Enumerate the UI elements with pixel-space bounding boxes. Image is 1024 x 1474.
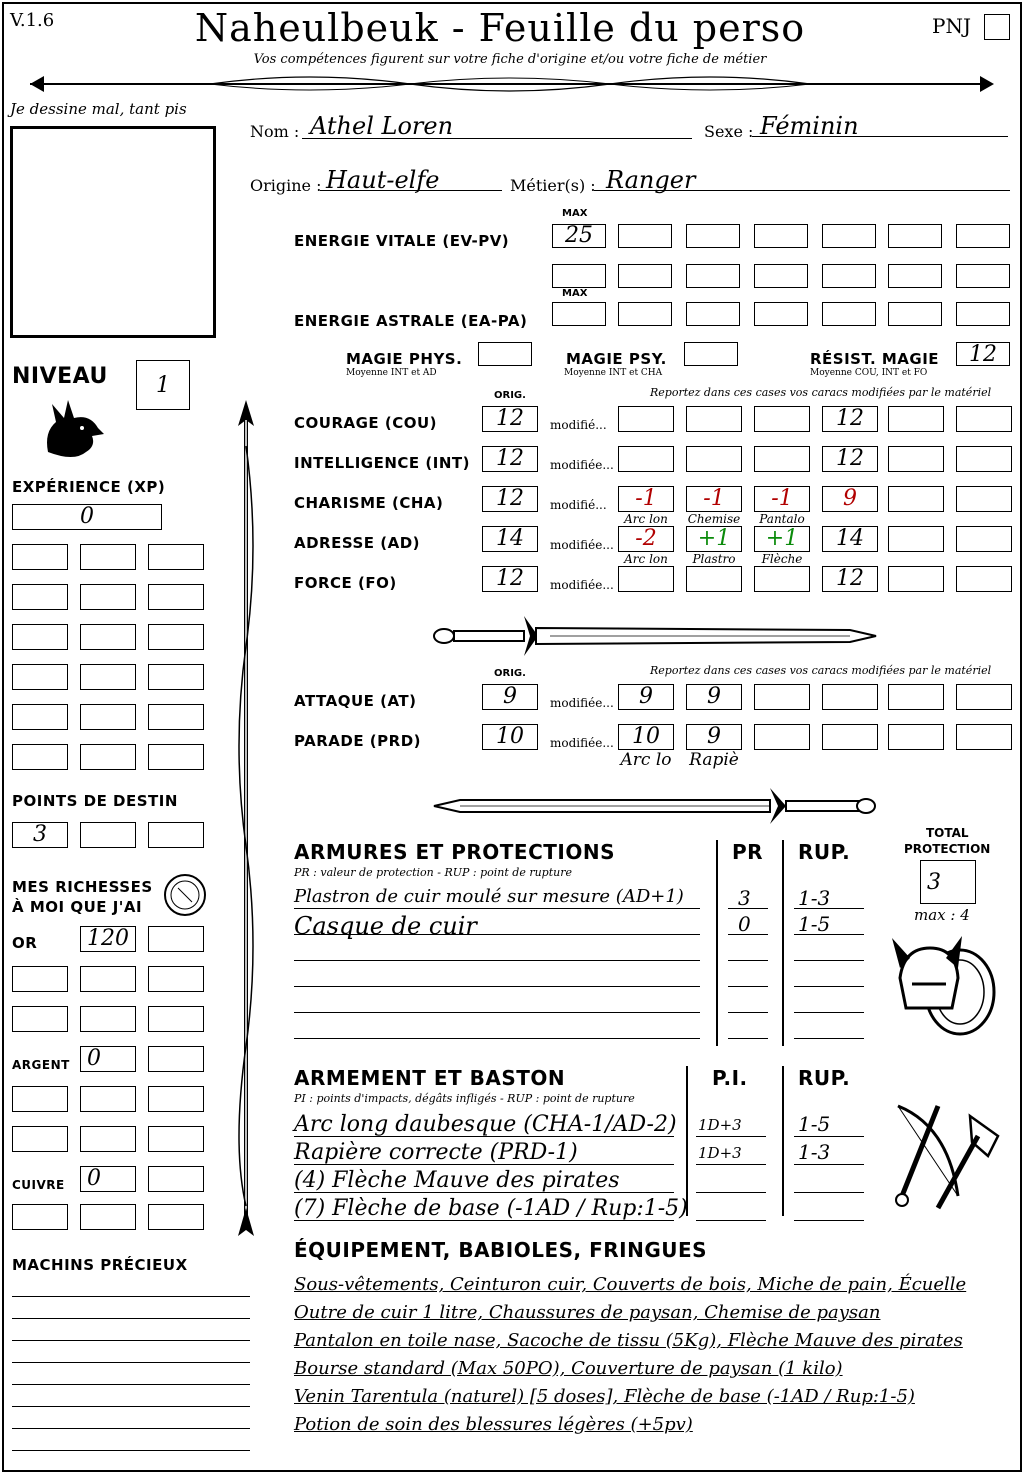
machins-line [12,1384,250,1385]
stats-mod-box-1-1[interactable] [686,446,742,472]
armor-rup-1[interactable]: 1-5 [798,912,831,936]
wealth-box-4-2[interactable] [148,1046,204,1072]
stats-mod-box-4-3[interactable]: 12 [822,566,878,592]
richesses-label-1: MES RICHESSES [12,878,153,896]
wealth-box-5-2[interactable] [80,1086,136,1112]
weapon-pi-1[interactable]: 1D+3 [698,1144,742,1162]
stats-mod-note-3-0: Arc lon [624,552,668,566]
xp-box-2-1[interactable] [12,584,68,610]
stats-orig-box-4[interactable]: 12 [482,566,538,592]
wealth-box-1-1[interactable]: 120 [80,926,136,952]
stats-mod-box-0-2[interactable] [754,406,810,432]
energy-box-ev-4[interactable] [754,224,808,248]
weapons-pi-header: P.I. [712,1066,748,1090]
equipment-line-4[interactable]: Venin Tarentula (naturel) [5 doses], Flèche de base (-1AD / Rup:1-5) [294,1386,915,1407]
combat-mod-box-0-4[interactable] [888,684,944,710]
combat-mod-box-1-4[interactable] [888,724,944,750]
ea-label: ENERGIE ASTRALE (EA-PA) [294,312,528,330]
energy-box-ea-3[interactable] [686,302,740,326]
xp-box-6-3[interactable] [148,744,204,770]
energy-box-ev2-7[interactable] [956,264,1010,288]
equipment-line-3[interactable]: Bourse standard (Max 50PO), Couverture de paysan (1 kilo) [294,1358,843,1379]
energy-box-ea-7[interactable] [956,302,1010,326]
equipment-line-2[interactable]: Pantalon en toile nase, Sacoche de tissu (5Kg), Flèche Mauve des pirates [294,1330,963,1351]
stats-mod-box-1-4[interactable] [888,446,944,472]
armor-line [294,960,700,961]
wealth-box-7-2[interactable] [148,1166,204,1192]
xp-box-2-2[interactable] [80,584,136,610]
wealth-box-1-2[interactable] [148,926,204,952]
destin-box-1[interactable]: 3 [12,822,68,848]
equipment-line-1[interactable]: Outre de cuir 1 litre, Chaussures de paysan, Chemise de paysan [294,1302,881,1323]
total-protection-box[interactable]: 3 [920,860,976,904]
origine-line [320,190,502,191]
stats-mod-box-3-1[interactable]: +1 [686,526,742,552]
stats-mod-box-3-3[interactable]: 14 [822,526,878,552]
cuivre-label: CUIVRE [12,1178,65,1192]
xp-box-4-1[interactable] [12,664,68,690]
richesses-label-2: À MOI QUE J'AI [12,898,143,916]
equipment-line-0[interactable]: Sous-vêtements, Ceinturon cuir, Couverts de bois, Miche de pain, Écuelle [294,1274,967,1295]
stats-label-0: COURAGE (COU) [294,414,438,432]
stats-orig-box-1[interactable]: 12 [482,446,538,472]
energy-box-ev-1[interactable]: 25 [552,224,606,248]
weapon-pi-line [696,1164,766,1165]
weapons-note: PI : points d'impacts, dégâts infligés - RUP : point de rupture [294,1092,635,1105]
wealth-box-6-1[interactable] [12,1126,68,1152]
machins-line [12,1428,250,1429]
total-protection-label-1: TOTAL [926,826,969,840]
wealth-box-8-1[interactable] [12,1204,68,1230]
stats-mod-box-2-2[interactable]: -1 [754,486,810,512]
stats-orig-box-2[interactable]: 12 [482,486,538,512]
stats-modif-label-1: modifiée... [550,458,614,472]
energy-box-ea-1[interactable] [552,302,606,326]
energy-box-ea-4[interactable] [754,302,808,326]
version-label: V.1.6 [10,10,55,31]
xp-box-5-1[interactable] [12,704,68,730]
or-label: OR [12,934,38,952]
stats-mod-box-3-5[interactable] [956,526,1012,552]
sexe-value[interactable]: Féminin [760,112,859,140]
ev-max-label: MAX [562,208,588,219]
energy-box-ev-3[interactable] [686,224,740,248]
xp-box-4-3[interactable] [148,664,204,690]
coin-icon [162,872,208,918]
machins-line [12,1318,250,1319]
combat-mod-note-1-0: Arc lo [620,750,672,770]
wealth-box-2-2[interactable] [80,966,136,992]
stats-modif-label-2: modifié... [550,498,607,512]
metier-value[interactable]: Ranger [606,166,696,194]
xp-box-5-2[interactable] [80,704,136,730]
stats-mod-note-2-0: Arc lon [624,512,668,526]
resist-magie-box[interactable]: 12 [956,342,1010,366]
stats-mod-box-4-5[interactable] [956,566,1012,592]
portrait-box[interactable] [10,126,216,338]
stats-mod-box-4-4[interactable] [888,566,944,592]
weapon-pi-line [696,1136,766,1137]
combat-mod-box-1-0[interactable]: 10 [618,724,674,750]
argent-label: ARGENT [12,1058,70,1072]
magie-psy-box[interactable] [684,342,738,366]
metier-label: Métier(s) : [510,176,596,195]
energy-box-ev-5[interactable] [822,224,876,248]
stats-modif-label-3: modifiée... [550,538,614,552]
combat-orig-box-1[interactable]: 10 [482,724,538,750]
armor-line [294,1038,700,1039]
machins-line [12,1406,250,1407]
energy-box-ev2-4[interactable] [754,264,808,288]
destin-box-3[interactable] [148,822,204,848]
combat-mod-box-0-1[interactable]: 9 [686,684,742,710]
weapons-title: ARMEMENT ET BASTON [294,1066,566,1090]
stats-mod-box-1-3[interactable]: 12 [822,446,878,472]
stats-label-2: CHARISME (CHA) [294,494,444,512]
armor-rup-line [794,1038,864,1039]
armor-note: PR : valeur de protection - RUP : point de rupture [294,866,572,879]
magie-phys-box[interactable] [478,342,532,366]
stats-mod-box-1-0[interactable] [618,446,674,472]
combat-mod-box-0-0[interactable]: 9 [618,684,674,710]
armor-rup-line [794,1012,864,1013]
destin-label: POINTS DE DESTIN [12,792,178,810]
stats-mod-box-4-0[interactable] [618,566,674,592]
magie-phys-note: Moyenne INT et AD [346,368,437,378]
nom-line [302,138,692,139]
energy-box-ev2-1[interactable] [552,264,606,288]
wealth-box-3-2[interactable] [80,1006,136,1032]
armor-line [294,986,700,987]
nom-label: Nom : [250,122,300,141]
machins-line [12,1340,250,1341]
combat-mod-box-1-1[interactable]: 9 [686,724,742,750]
dragon-icon [38,392,108,464]
resist-magie-note: Moyenne COU, INT et FO [810,368,928,378]
combat-orig-label: ORIG. [494,668,526,679]
energy-box-ev2-6[interactable] [888,264,942,288]
sexe-label: Sexe : [704,122,754,141]
energy-box-ea-2[interactable] [618,302,672,326]
combat-modif-label-1: modifiée... [550,736,614,750]
combat-mod-box-1-2[interactable] [754,724,810,750]
combat-mod-box-1-5[interactable] [956,724,1012,750]
xp-box-1-1[interactable] [12,544,68,570]
stats-mod-box-1-5[interactable] [956,446,1012,472]
wealth-box-2-1[interactable] [12,966,68,992]
equipment-title: ÉQUIPEMENT, BABIOLES, FRINGUES [294,1238,708,1262]
pnj-label: PNJ [932,14,971,38]
magie-phys-label: MAGIE PHYS. [346,350,463,368]
stats-label-3: ADRESSE (AD) [294,534,421,552]
energy-box-ev-7[interactable] [956,224,1010,248]
armor-name-0[interactable]: Plastron de cuir moulé sur mesure (AD+1) [294,886,684,907]
nom-value[interactable]: Athel Loren [310,112,454,140]
xp-box-6-1[interactable] [12,744,68,770]
stats-mod-note-3-1: Plastro [692,552,736,566]
ev-label: ENERGIE VITALE (EV-PV) [294,232,510,250]
combat-note: Reportez dans ces cases vos caracs modifiées par le matériel [650,664,992,677]
xp-box-5-3[interactable] [148,704,204,730]
combat-mod-box-0-2[interactable] [754,684,810,710]
sexe-line [752,136,1008,137]
machins-label: MACHINS PRÉCIEUX [12,1256,188,1274]
armor-divider-1 [716,840,718,1046]
sword-ornament-top [430,608,878,660]
stats-mod-note-2-2: Pantalo [759,512,805,526]
armor-rup-0[interactable]: 1-3 [798,886,831,910]
stats-mod-box-2-1[interactable]: -1 [686,486,742,512]
combat-mod-note-1-1: Rapiè [689,750,739,770]
total-protection-max: max : 4 [914,906,970,924]
magie-psy-label: MAGIE PSY. [566,350,667,368]
armor-rup-line [794,986,864,987]
weapons-rup-header: RUP. [798,1066,851,1090]
weapon-rup-line [794,1192,864,1193]
wealth-box-8-3[interactable] [148,1204,204,1230]
energy-box-ea-6[interactable] [888,302,942,326]
weapon-rup-line [794,1220,864,1221]
wealth-box-6-3[interactable] [148,1126,204,1152]
stats-label-1: INTELLIGENCE (INT) [294,454,470,472]
stats-mod-box-3-4[interactable] [888,526,944,552]
armor-pr-line [728,1038,768,1039]
wealth-box-3-3[interactable] [148,1006,204,1032]
ea-max-label: MAX [562,288,588,299]
weapon-name-1[interactable]: Rapière correcte (PRD-1) [294,1140,578,1165]
xp-box-6-2[interactable] [80,744,136,770]
armor-pr-line [728,1012,768,1013]
armor-pr-0[interactable]: 3 [738,886,751,910]
stats-orig-box-0[interactable]: 12 [482,406,538,432]
resist-magie-label: RÉSIST. MAGIE [810,350,940,368]
energy-box-ea-5[interactable] [822,302,876,326]
xp-box-3-1[interactable] [12,624,68,650]
xp-box[interactable]: 0 [12,504,162,530]
armor-pr-header: PR [732,840,764,864]
energy-box-ev2-5[interactable] [822,264,876,288]
stats-mod-note-3-2: Flèche [761,552,803,566]
total-protection-label-2: PROTECTION [904,842,991,856]
origine-label: Origine : [250,176,322,195]
wealth-box-2-3[interactable] [148,966,204,992]
armor-pr-line [728,960,768,961]
wealth-box-7-1[interactable]: 0 [80,1166,136,1192]
weapon-pi-line [696,1192,766,1193]
magie-psy-note: Moyenne INT et CHA [564,368,663,378]
page-subtitle: Vos compétences figurent sur votre fiche d'origine et/ou votre fiche de métier [253,52,767,67]
combat-mod-box-0-5[interactable] [956,684,1012,710]
stats-mod-box-2-4[interactable] [888,486,944,512]
combat-modif-label-0: modifiée... [550,696,614,710]
equipment-line-5[interactable]: Potion de soin des blessures légères (+5pv) [294,1414,693,1435]
stats-mod-box-0-4[interactable] [888,406,944,432]
weapon-rup-line [794,1136,864,1137]
stats-mod-box-4-1[interactable] [686,566,742,592]
xp-box-1-2[interactable] [80,544,136,570]
weapon-pi-0[interactable]: 1D+3 [698,1116,742,1134]
header-ornament [10,66,1014,102]
stats-orig-label: ORIG. [494,390,526,401]
weapons-divider-2 [782,1066,784,1216]
stats-modif-label-0: modifié... [550,418,607,432]
stats-mod-box-0-1[interactable] [686,406,742,432]
weapon-name-0[interactable]: Arc long daubesque (CHA-1/AD-2) [294,1112,677,1137]
armor-divider-2 [782,840,784,1046]
stats-mod-box-0-0[interactable] [618,406,674,432]
sword-ornament-bottom [430,784,878,828]
pnj-checkbox[interactable] [984,14,1010,40]
combat-mod-box-1-3[interactable] [822,724,878,750]
page-title: Naheulbeuk - Feuille du perso [194,6,806,50]
energy-box-ev2-2[interactable] [618,264,672,288]
armor-rup-line [794,960,864,961]
wealth-box-4-1[interactable]: 0 [80,1046,136,1072]
combat-orig-box-0[interactable]: 9 [482,684,538,710]
energy-box-ev-6[interactable] [888,224,942,248]
stats-mod-box-4-2[interactable] [754,566,810,592]
weapon-name-2[interactable]: (4) Flèche Mauve des pirates [294,1168,620,1193]
helmet-shield-icon [890,928,1000,1042]
machins-line [12,1296,250,1297]
stats-orig-box-3[interactable]: 14 [482,526,538,552]
armor-rup-header: RUP. [798,840,851,864]
destin-box-2[interactable] [80,822,136,848]
machins-line [12,1362,250,1363]
metier-line [594,190,1010,191]
wealth-box-3-1[interactable] [12,1006,68,1032]
xp-box-2-3[interactable] [148,584,204,610]
armor-line [294,908,700,909]
weapon-name-3[interactable]: (7) Flèche de base (-1AD / Rup:1-5) [294,1196,688,1221]
combat-mod-box-0-3[interactable] [822,684,878,710]
stats-mod-box-3-0[interactable]: -2 [618,526,674,552]
wealth-box-5-3[interactable] [148,1086,204,1112]
spear-ornament [226,396,266,1240]
armor-pr-line [728,986,768,987]
weapon-rup-line [794,1164,864,1165]
energy-box-ev-2[interactable] [618,224,672,248]
stats-mod-box-1-2[interactable] [754,446,810,472]
stats-note: Reportez dans ces cases vos caracs modifiées par le matériel [650,386,992,399]
weapon-pi-line [696,1220,766,1221]
xp-label: EXPÉRIENCE (XP) [12,478,166,496]
xp-box-4-2[interactable] [80,664,136,690]
wealth-box-5-1[interactable] [12,1086,68,1112]
energy-box-ev2-3[interactable] [686,264,740,288]
armor-pr-1[interactable]: 0 [738,912,751,936]
combat-label-0: ATTAQUE (AT) [294,692,417,710]
stats-mod-box-2-3[interactable]: 9 [822,486,878,512]
wealth-box-6-2[interactable] [80,1126,136,1152]
stats-mod-box-0-5[interactable] [956,406,1012,432]
weapon-rup-1[interactable]: 1-3 [798,1140,831,1164]
armor-name-1[interactable]: Casque de cuir [294,912,477,940]
stats-mod-box-3-2[interactable]: +1 [754,526,810,552]
stats-mod-box-0-3[interactable]: 12 [822,406,878,432]
xp-box-1-3[interactable] [148,544,204,570]
stats-mod-note-2-1: Chemise [687,512,741,526]
origine-value[interactable]: Haut-elfe [326,166,440,194]
armor-title: ARMURES ET PROTECTIONS [294,840,615,864]
stats-modif-label-4: modifiée... [550,578,614,592]
combat-label-1: PARADE (PRD) [294,732,422,750]
weapon-rup-0[interactable]: 1-5 [798,1112,831,1136]
armor-line [294,1012,700,1013]
weapons-icon [888,1096,1008,1214]
stats-mod-box-2-5[interactable] [956,486,1012,512]
niveau-box[interactable]: 1 [136,360,190,410]
niveau-label: NIVEAU [12,364,108,389]
stats-label-4: FORCE (FO) [294,574,397,592]
xp-box-3-3[interactable] [148,624,204,650]
machins-line [12,1450,250,1451]
wealth-box-8-2[interactable] [80,1204,136,1230]
weapons-divider-1 [686,1066,688,1216]
xp-box-3-2[interactable] [80,624,136,650]
stats-mod-box-2-0[interactable]: -1 [618,486,674,512]
portrait-caption: Je dessine mal, tant pis [10,100,187,118]
